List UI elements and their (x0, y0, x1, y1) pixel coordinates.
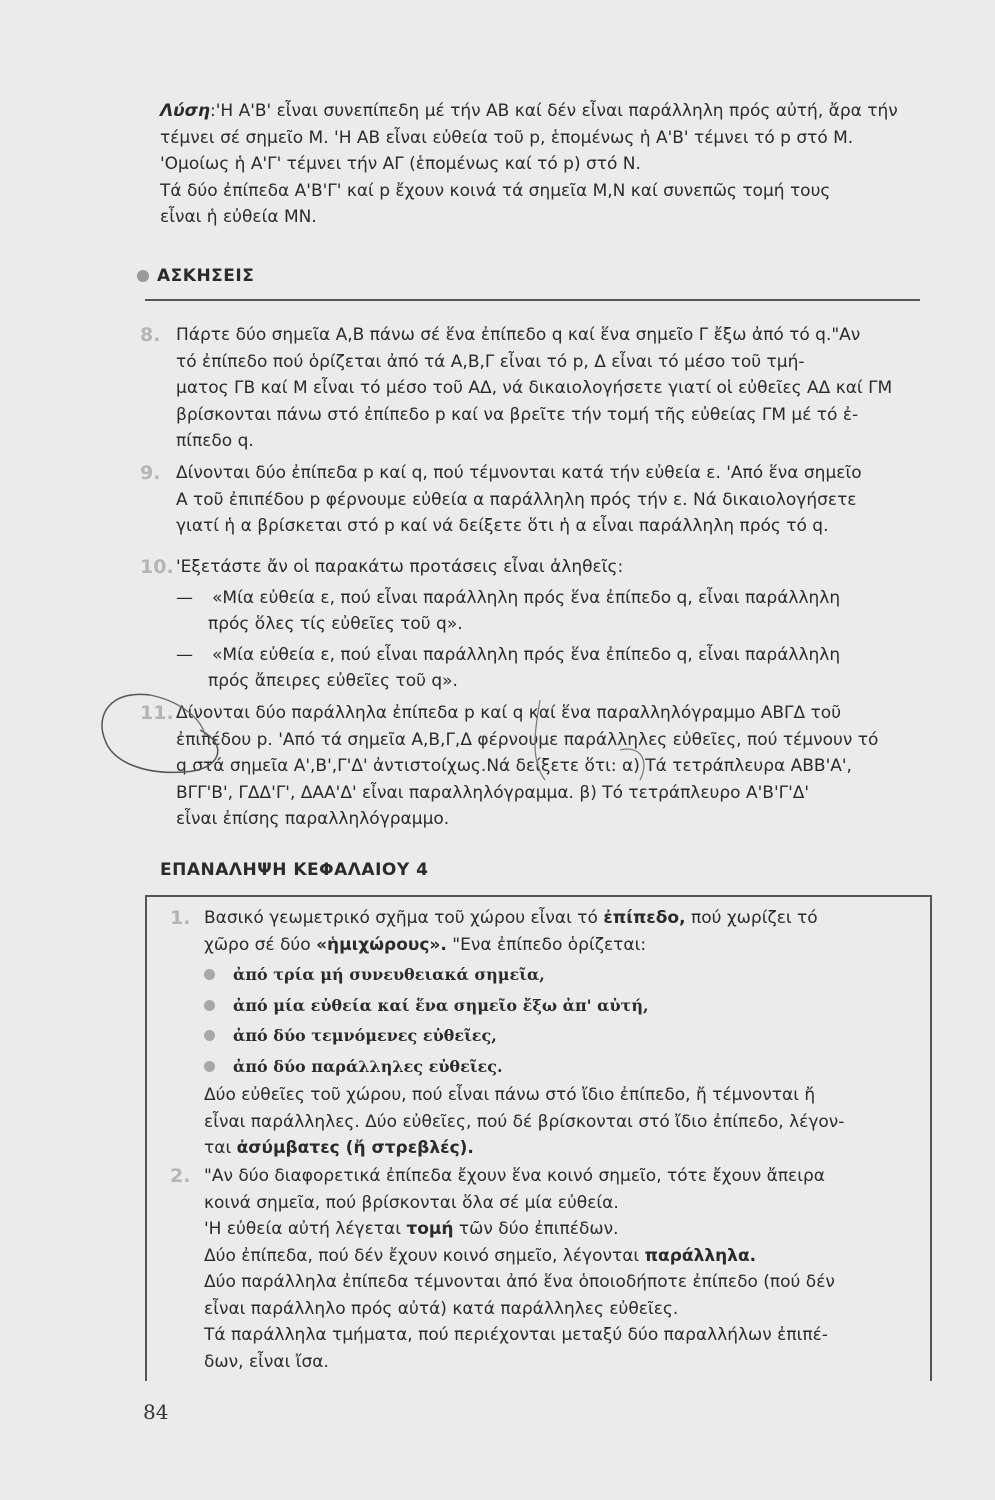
review-text: ται (204, 1138, 237, 1158)
review-bullet-text: ἀπό μία εὐθεία καί ἕνα σημεῖο ἔξω ἀπ' αὐτή, (233, 995, 649, 1015)
review-text: Δύο παράλληλα ἐπίπεδα τέμνονται ἀπό ἕνα ὁποιοδήποτε ἐπίπεδο (πού δέν (204, 1272, 835, 1292)
review-text: Τά παράλληλα τμήματα, πού περιέχονται μεταξύ δύο παραλλήλων ἐπιπέ- (204, 1325, 828, 1345)
review-bullet (204, 993, 920, 1020)
exercise-number: 9. (140, 462, 161, 484)
exercise-line: βρίσκονται πάνω στό ἐπίπεδο p καί να βρεῖτε τήν τομή τῆς εὐθείας ΓΜ μέ τό ἐ- (176, 404, 859, 425)
pen-stroke-mark (535, 700, 545, 780)
review-text: εἶναι παράλληλο πρός αὐτά) κατά παράλληλες εὐθεῖες. (204, 1298, 679, 1319)
review-term: παράλληλα. (644, 1245, 757, 1266)
exercise-line: Δίνονται δύο παράλληλα ἐπίπεδα p καί q καί ἕνα παραλληλόγραμμο ΑΒΓΔ τοῦ (176, 703, 842, 723)
review-bullet (204, 962, 920, 989)
review-bullet-text: ἀπό τρία μή συνευθειακά σημεῖα, (233, 965, 545, 984)
review-text: κοινά σημεῖα, πού βρίσκονται ὅλα σέ μία εὐθεία. (204, 1192, 619, 1213)
bullet-dot-icon (204, 969, 215, 980)
exercise-number: 10. (140, 556, 174, 578)
review-bullet-text: ἀπό δύο τεμνόμενες εὐθεῖες, (233, 1026, 497, 1045)
review-item-2 (170, 1163, 920, 1375)
exercises-heading-text: ΑΣΚΗΣΕΙΣ (157, 266, 255, 286)
pen-circle-mark (102, 694, 218, 772)
solution-line-4: Τά δύο ἐπίπεδα Α'Β'Γ' καί p ἔχουν κοινά τά σημεῖα Μ,Ν καί συνεπῶς τομή τους (160, 180, 831, 201)
review-bullet (204, 1023, 920, 1050)
exercise-line: γιατί ἡ α βρίσκεται στό p καί νά δείξετε ὅτι ἡ α εἶναι παράλληλη πρός τό q. (176, 516, 829, 536)
review-item-1 (170, 905, 920, 1162)
review-text: χῶρο σέ δύο (204, 934, 317, 955)
review-text: Δύο εὐθεῖες τοῦ χώρου, πού εἶναι πάνω στό ἴδιο ἐπίπεδο, ἤ τέμνονται ἤ (204, 1085, 816, 1105)
review-term: ἀσύμβατες (ἤ στρεβλές). (236, 1138, 474, 1158)
review-text: πού χωρίζει τό (685, 908, 818, 928)
exercise-line: τό ἐπίπεδο πού ὁρίζεται ἀπό τά Α,Β,Γ εἶναι τό p, Δ εἶναι τό μέσο τοῦ τμή- (176, 351, 805, 372)
review-text: τῶν δύο ἐπιπέδων. (453, 1219, 619, 1239)
review-text: "Αν δύο διαφορετικά ἐπίπεδα ἔχουν ἕνα κοινό σημεῖο, τότε ἔχουν ἄπειρα (204, 1166, 825, 1186)
exercise-line: q στά σημεῖα Α',Β',Γ'Δ' ἀντιστοίχως.Νά δείξετε ὅτι: α) Τά τετράπλευρα ΑΒΒ'Α', (176, 756, 852, 776)
statement-text: πρός ἄπειρες εὐθεῖες τοῦ q». (208, 671, 458, 691)
page-number: 84 (143, 1400, 169, 1424)
exercise-line: 'Εξετάστε ἄν οἱ παρακάτω προτάσεις εἶναι ἀληθεῖς: (176, 557, 624, 577)
solution-line-2: τέμνει σέ σημεῖο Μ. 'Η ΑΒ εἶναι εὐθεία τοῦ p, ἑπομένως ἡ Α'Β' τέμνει τό p στό Μ. (160, 127, 854, 148)
review-body (204, 1163, 920, 1375)
review-text: εἶναι παράλληλες. Δύο εὐθεῖες, πού δέ βρίσκονται στό ἴδιο ἐπίπεδο, λέγον- (204, 1111, 845, 1132)
review-term: «ἡμιχώρους». (316, 934, 447, 955)
exercise-line: ΒΓΓ'Β', ΓΔΔ'Γ', ΔΑΑ'Δ' εἶναι παραλληλόγραμμα. β) Τό τετράπλευρο Α'Β'Γ'Δ' (176, 782, 810, 803)
statement-text: «Μία εὐθεία ε, πού εἶναι παράλληλη πρός ἕνα ἐπίπεδο q, εἶναι παράλληλη (212, 644, 841, 665)
review-number: 1. (170, 907, 191, 929)
exercise-number: 11. (140, 702, 174, 724)
exercise-line: πίπεδο q. (176, 431, 254, 451)
review-term: ἐπίπεδο, (603, 908, 686, 928)
review-text: 'Η εὐθεία αὐτή λέγεται (204, 1219, 407, 1239)
pen-stroke-mark (620, 749, 644, 780)
pen-stroke-mark (150, 695, 205, 735)
review-number: 2. (170, 1165, 191, 1187)
exercise-line: ματος ΓΒ καί Μ εἶναι τό μέσο τοῦ ΑΔ, νά δικαιολογήσετε γιατί οἱ εὐθεῖες ΑΔ καί ΓΜ (176, 378, 893, 398)
review-term: τομή (406, 1219, 454, 1239)
review-text: Δύο ἐπίπεδα, πού δέν ἔχουν κοινό σημεῖο, λέγονται (204, 1245, 645, 1266)
solution-line-1-text: :'Η Α'Β' εἶναι συνεπίπεδη μέ τήν ΑΒ καί δέν εἶναι παράλληλη πρός αὐτή, ἄρα τήν (209, 101, 898, 121)
exercise-number: 8. (140, 324, 161, 346)
solution-line-5: εἶναι ἡ εὐθεία ΜΝ. (160, 207, 317, 227)
exercise-line: Α τοῦ ἐπιπέδου p φέρνουμε εὐθεία α παράλληλη πρός τήν ε. Νά δικαιολογήσετε (176, 489, 857, 510)
review-text: δων, εἶναι ἴσα. (204, 1351, 329, 1372)
review-text: "Ενα ἐπίπεδο ὁρίζεται: (446, 934, 647, 955)
exercise-line: εἶναι ἐπίσης παραλληλόγραμμο. (176, 809, 450, 829)
review-bullet (204, 1054, 920, 1081)
review-bullet-text: ἀπό δύο παράλληλες εὐθεῖες. (233, 1056, 503, 1076)
statement-text: πρός ὅλες τίς εὐθεῖες τοῦ q». (208, 614, 463, 634)
exercise-line: ἐπιπέδου p. 'Από τά σημεῖα Α,Β,Γ,Δ φέρνουμε παράλληλες εὐθεῖες, πού τέμνουν τό (176, 729, 879, 750)
review-body (204, 905, 920, 958)
dash-bullet: — (176, 587, 193, 608)
bullet-dot-icon (204, 1061, 215, 1072)
bullet-dot-icon (204, 1030, 215, 1041)
review-text: Βασικό γεωμετρικό σχῆμα τοῦ χώρου εἶναι τό (204, 908, 604, 928)
exercise-line: Δίνονται δύο ἐπίπεδα p καί q, πού τέμνονται κατά τήν εὐθεία ε. 'Από ἕνα σημεῖο (176, 463, 862, 483)
statement-text: «Μία εὐθεία ε, πού εἶναι παράλληλη πρός ἕνα ἐπίπεδο q, εἶναι παράλληλη (212, 587, 841, 608)
review-heading: ΕΠΑΝΑΛΗΨΗ ΚΕΦΑΛΑΙΟΥ 4 (160, 860, 429, 880)
bullet-dot-icon (204, 1000, 215, 1011)
solution-label: Λύση (160, 101, 210, 121)
solution-line-3: 'Ομοίως ἡ Α'Γ' τέμνει τήν ΑΓ (ἑπομένως καί τό p) στό Ν. (160, 154, 641, 174)
exercise-line: Πάρτε δύο σημεῖα Α,Β πάνω σέ ἕνα ἐπίπεδο q καί ἕνα σημεῖο Γ ἔξω ἀπό τό q."Αν (176, 325, 861, 345)
dash-bullet: — (176, 644, 193, 665)
review-paragraph (204, 1082, 920, 1162)
